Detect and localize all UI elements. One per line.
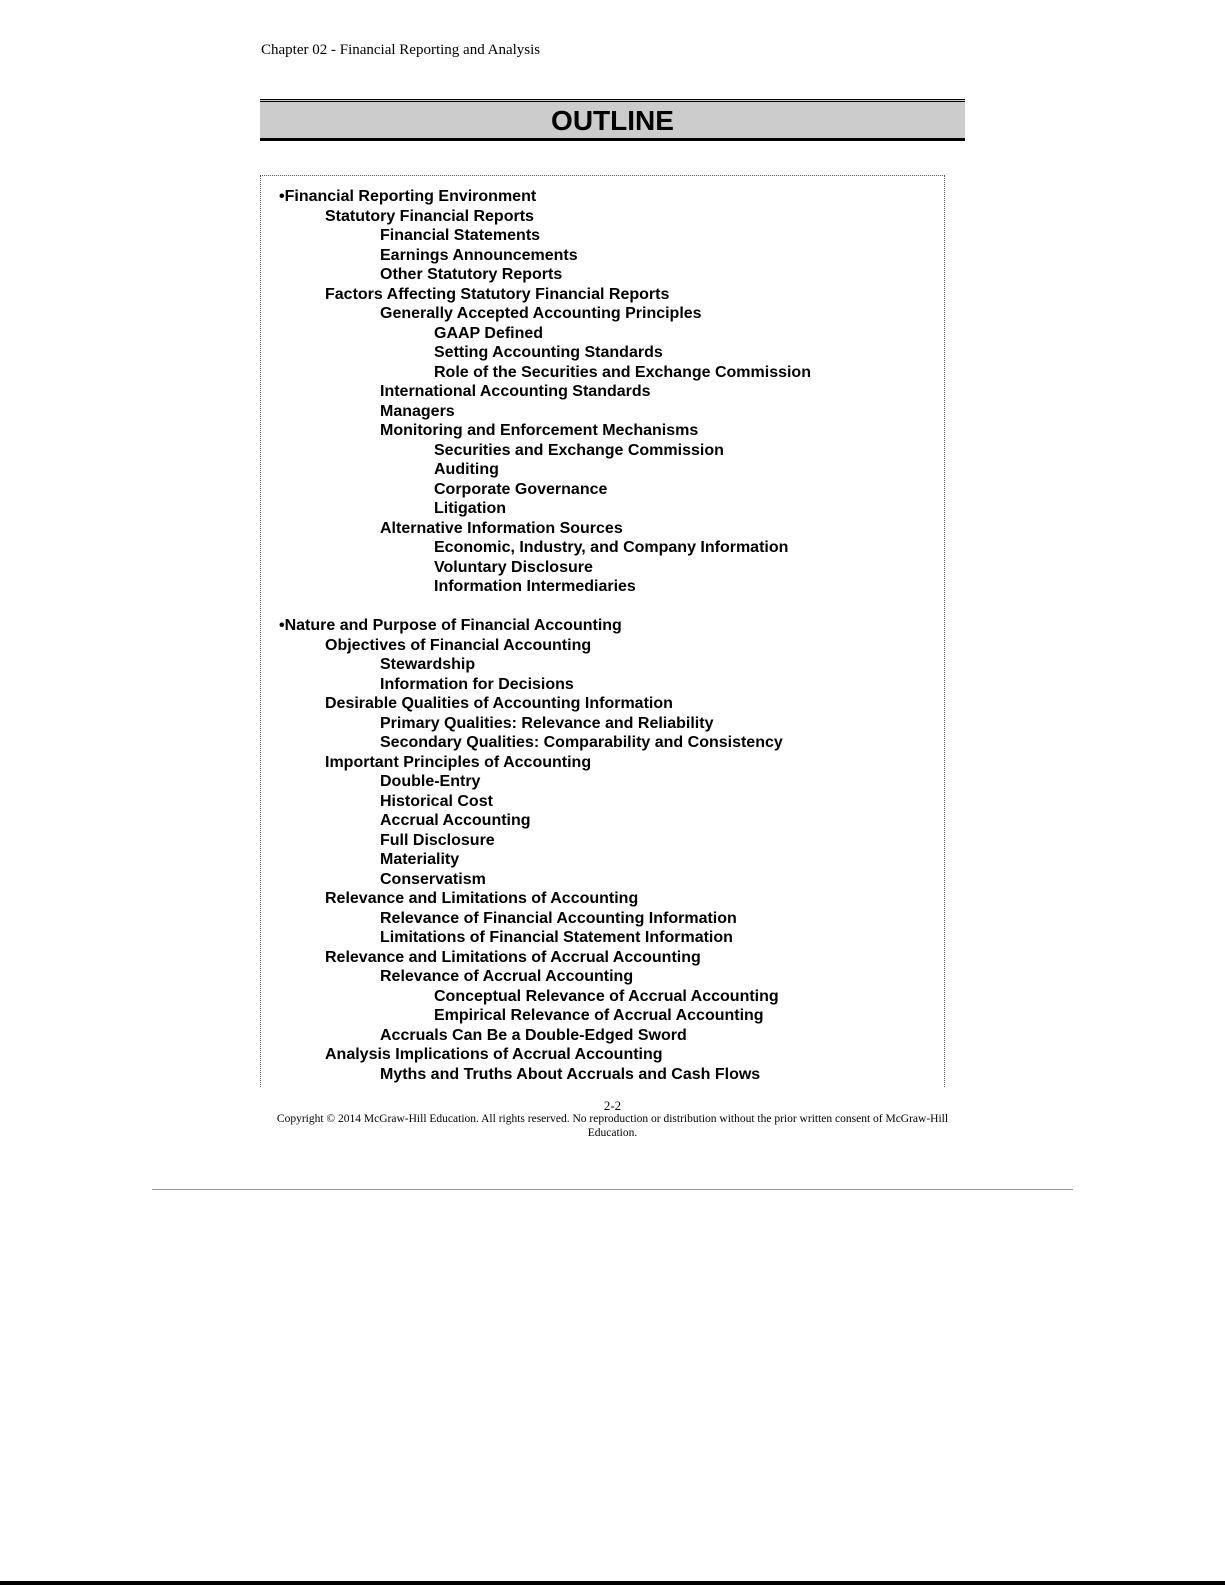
- outline-item: Alternative Information Sources: [380, 519, 623, 537]
- outline-item: Relevance of Financial Accounting Information: [380, 909, 737, 927]
- page-number: 2-2: [603, 1098, 622, 1113]
- outline-item: Double-Entry: [380, 773, 481, 790]
- outline-item: Empirical Relevance of Accrual Accounting: [434, 1007, 764, 1024]
- outline-item: Setting Accounting Standards: [434, 344, 663, 361]
- outline-item: Important Principles of Accounting: [325, 753, 592, 771]
- outline-item: Conservatism: [380, 870, 486, 888]
- outline-item: Myths and Truths About Accruals and Cash Flows: [380, 1065, 761, 1083]
- outline-item: Relevance and Limitations of Accounting: [325, 890, 639, 907]
- outline-section: •Financial Reporting Environment: [279, 188, 537, 205]
- outline-item: Materiality: [380, 851, 460, 868]
- outline-item: Stewardship: [380, 656, 476, 673]
- outline-item: Factors Affecting Statutory Financial Reports: [325, 285, 670, 303]
- outline-item: Relevance of Accrual Accounting: [380, 968, 634, 985]
- outline-item: Generally Accepted Accounting Principles: [380, 305, 702, 322]
- outline-item: Corporate Governance: [434, 480, 608, 498]
- outline-item: Limitations of Financial Statement Information: [380, 929, 733, 946]
- outline-item: Relevance and Limitations of Accrual Accounting: [325, 948, 701, 966]
- outline-item: International Accounting Standards: [380, 383, 651, 400]
- outline-spacer: [279, 597, 944, 617]
- outline-item: Information Intermediaries: [434, 578, 636, 595]
- outline-item: Other Statutory Reports: [380, 266, 563, 283]
- outline-item: Earnings Announcements: [380, 246, 578, 264]
- outline-item: Primary Qualities: Relevance and Reliability: [380, 714, 714, 732]
- copyright-notice: Copyright © 2014 McGraw-Hill Education. All rights reserved. No reproduction or distribution without the prior written consent of McGraw-Hill Education.: [276, 1113, 949, 1139]
- outline-item: Information for Decisions: [380, 675, 574, 693]
- outline-item: Conceptual Relevance of Accrual Accounting: [434, 987, 779, 1005]
- page-title: OUTLINE: [551, 105, 674, 136]
- bottom-edge-bar: [0, 1581, 1225, 1585]
- outline-item: Managers: [380, 402, 455, 420]
- outline-item: GAAP Defined: [434, 324, 544, 342]
- outline-item: Economic, Industry, and Company Information: [434, 539, 789, 556]
- outline-list: [279, 187, 944, 1084]
- outline-item: Secondary Qualities: Comparability and Consistency: [380, 734, 783, 751]
- outline-item: Financial Statements: [380, 227, 541, 244]
- page-divider: [152, 1189, 1073, 1190]
- outline-item: Statutory Financial Reports: [325, 207, 534, 225]
- outline-item: Role of the Securities and Exchange Commission: [434, 363, 811, 381]
- outline-item: Full Disclosure: [380, 831, 495, 849]
- outline-item: Historical Cost: [380, 792, 493, 810]
- outline-item: Accrual Accounting: [380, 812, 531, 829]
- outline-item: Analysis Implications of Accrual Accounting: [325, 1046, 663, 1063]
- outline-item: Voluntary Disclosure: [434, 558, 593, 576]
- outline-item: Objectives of Financial Accounting: [325, 636, 592, 654]
- outline-title-banner: [260, 99, 965, 141]
- outline-item: Monitoring and Enforcement Mechanisms: [380, 422, 699, 439]
- outline-item: Desirable Qualities of Accounting Information: [325, 695, 673, 712]
- running-header: Chapter 02 - Financial Reporting and Analysis: [261, 42, 541, 58]
- outline-item: Litigation: [434, 500, 506, 517]
- outline-item: Securities and Exchange Commission: [434, 441, 724, 459]
- outline-item: Auditing: [434, 461, 499, 478]
- outline-section: •Nature and Purpose of Financial Accounting: [279, 617, 622, 634]
- outline-item: Accruals Can Be a Double-Edged Sword: [380, 1026, 687, 1044]
- outline-box: [260, 175, 945, 1087]
